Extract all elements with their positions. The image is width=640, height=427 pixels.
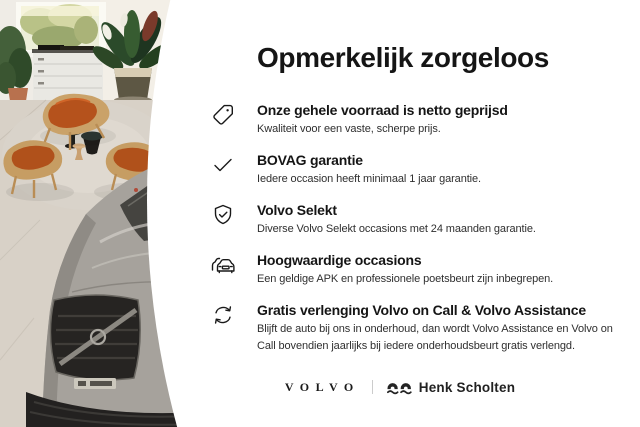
content-column [200, 0, 640, 367]
feature-title: Gratis verlenging Volvo on Call & Volvo Assistance [257, 301, 586, 318]
dealer-name: Henk Scholten [418, 379, 516, 395]
feature-title: BOVAG garantie [257, 151, 363, 168]
shield-check-icon [200, 200, 246, 238]
feature-list [200, 100, 640, 355]
feature-description: Kwaliteit voor een vaste, scherpe prijs. [257, 122, 441, 135]
henk-scholten-logo-icon [387, 380, 412, 395]
feature-item-bovag [200, 150, 640, 188]
check-icon [200, 150, 246, 188]
feature-item-verlenging [200, 300, 640, 355]
feature-title: Onze gehele voorraad is netto geprijsd [257, 101, 508, 118]
feature-description: Blijft de auto bij ons in onderhoud, dan wordt Volvo Assistance en Volvo on Call bovendien jaarlijks bij iedere onderhoudsbeurt gratis verlengd. [257, 322, 613, 352]
feature-description: Iedere occasion heeft minimaal 1 jaar garantie. [257, 172, 481, 185]
cars-icon [200, 250, 246, 288]
feature-title: Volvo Selekt [257, 201, 337, 218]
feature-item-volvo-selekt [200, 200, 640, 238]
renew-icon [200, 300, 246, 355]
footer-brandbar [160, 375, 640, 399]
feature-item-hoogwaardig [200, 250, 640, 288]
feature-description: Diverse Volvo Selekt occasions met 24 maanden garantie. [257, 222, 536, 235]
feature-item-netto-geprijsd [200, 100, 640, 138]
feature-title: Hoogwaardige occasions [257, 251, 422, 268]
feature-description: Een geldige APK en professionele poetsbeurt zijn inbegrepen. [257, 272, 554, 285]
page-title: Opmerkelijk zorgeloos [257, 42, 549, 73]
brand-divider [372, 380, 373, 394]
volvo-wordmark: VOLVO [284, 379, 360, 394]
tag-icon [200, 100, 246, 138]
